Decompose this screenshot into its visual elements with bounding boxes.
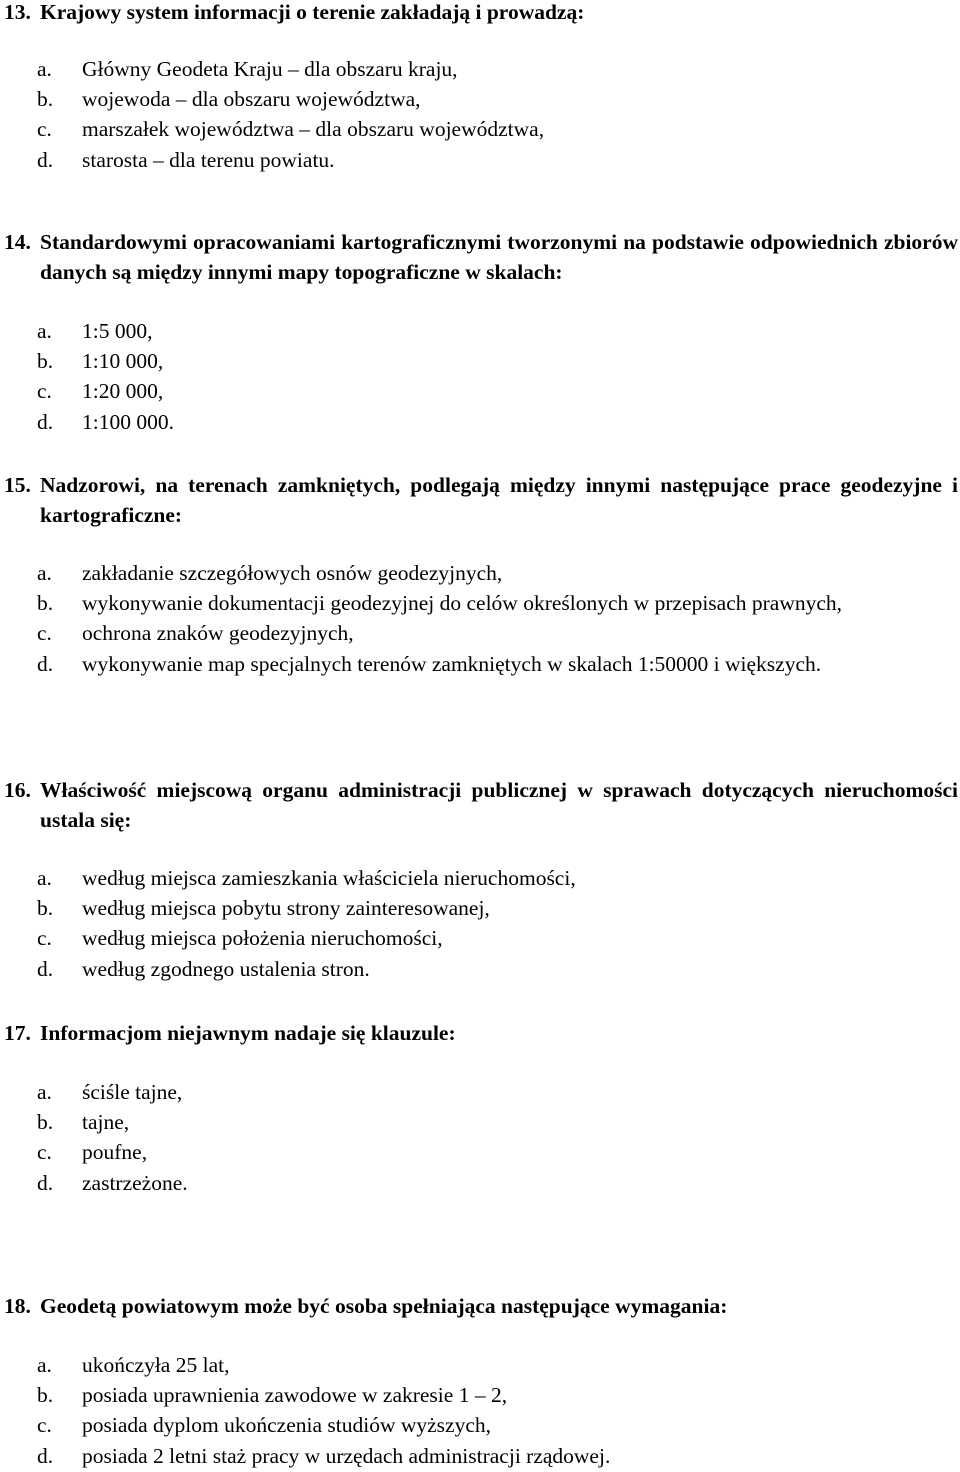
question-18 xyxy=(4,1291,960,1471)
answer-letter: a. xyxy=(37,561,52,585)
answer-text: 1:20 000, xyxy=(82,379,164,404)
answer-letter: b. xyxy=(37,1383,54,1408)
question-number: 15. xyxy=(4,473,31,497)
answer-letter: d. xyxy=(37,956,54,981)
answer-letter: d. xyxy=(37,409,54,434)
answer-option-c xyxy=(4,376,960,406)
answer-text: starosta – dla terenu powiatu. xyxy=(82,147,335,172)
question-text: Informacjom niejawnym nadaje się klauzule: xyxy=(40,1021,456,1045)
answer-option-a xyxy=(4,863,960,893)
question-number: 14. xyxy=(4,230,31,254)
answer-option-b xyxy=(4,588,960,618)
answer-letter: c. xyxy=(37,117,52,142)
answer-option-d xyxy=(4,407,960,437)
question-header xyxy=(4,1018,960,1048)
answer-text: wojewoda – dla obszaru województwa, xyxy=(82,87,421,112)
answer-option-b xyxy=(4,346,960,376)
answer-text: tajne, xyxy=(82,1110,130,1135)
answer-option-c xyxy=(4,618,960,648)
answer-list xyxy=(4,54,960,175)
answer-text: 1:10 000, xyxy=(82,349,164,374)
question-header xyxy=(4,775,960,835)
answer-option-b xyxy=(4,1107,960,1137)
answer-letter: d. xyxy=(37,1443,54,1468)
answer-option-a xyxy=(4,1077,960,1107)
answer-text: ochrona znaków geodezyjnych, xyxy=(82,621,354,646)
answer-text: wykonywanie map specjalnych terenów zamkniętych w skalach 1:50000 i większych. xyxy=(82,651,822,676)
answer-option-d xyxy=(4,1168,960,1198)
answer-option-c xyxy=(4,1410,960,1440)
answer-list xyxy=(4,1077,960,1198)
answer-list xyxy=(4,558,960,679)
answer-text: marszałek województwa – dla obszaru województwa, xyxy=(82,117,545,142)
answer-option-c xyxy=(4,923,960,953)
answer-letter: c. xyxy=(37,926,52,951)
question-text: Standardowymi opracowaniami kartograficznymi tworzonymi na podstawie odpowiednich zbiorów danych są między innymi mapy topograficzne w skalach: xyxy=(40,230,958,284)
answer-letter: c. xyxy=(37,621,52,646)
question-number: 18. xyxy=(4,1294,31,1318)
answer-option-d xyxy=(4,954,960,984)
answer-letter: c. xyxy=(37,1413,52,1438)
answer-text: poufne, xyxy=(82,1140,148,1165)
answer-letter: b. xyxy=(37,349,54,374)
answer-text: ukończyła 25 lat, xyxy=(82,1353,230,1377)
question-17 xyxy=(4,1018,960,1198)
question-15 xyxy=(4,470,960,679)
answer-text: według miejsca położenia nieruchomości, xyxy=(82,926,443,951)
answer-text: ściśle tajne, xyxy=(82,1080,183,1104)
question-text: Właściwość miejscową organu administracji publicznej w sprawach dotyczących nieruchomości ustala się: xyxy=(40,778,958,832)
answer-list xyxy=(4,863,960,984)
answer-letter: c. xyxy=(37,379,52,404)
question-text: Krajowy system informacji o terenie zakładają i prowadzą: xyxy=(40,0,585,24)
answer-option-b xyxy=(4,893,960,923)
answer-list xyxy=(4,316,960,437)
answer-text: 1:5 000, xyxy=(82,319,153,343)
answer-text: posiada dyplom ukończenia studiów wyższych, xyxy=(82,1413,492,1438)
answer-text: według miejsca pobytu strony zainteresowanej, xyxy=(82,896,490,921)
answer-letter: a. xyxy=(37,866,52,890)
answer-option-d xyxy=(4,145,960,175)
answer-option-d xyxy=(4,649,960,679)
answer-text: wykonywanie dokumentacji geodezyjnej do celów określonych w przepisach prawnych, xyxy=(82,591,843,616)
answer-option-c xyxy=(4,114,960,144)
question-16 xyxy=(4,775,960,984)
answer-letter: d. xyxy=(37,1170,54,1195)
answer-text: zakładanie szczegółowych osnów geodezyjnych, xyxy=(82,561,503,585)
question-14 xyxy=(4,227,960,437)
answer-option-d xyxy=(4,1441,960,1471)
answer-letter: a. xyxy=(37,319,52,343)
answer-letter: b. xyxy=(37,87,54,112)
answer-letter: d. xyxy=(37,147,54,172)
answer-text: posiada 2 letni staż pracy w urzędach administracji rządowej. xyxy=(82,1443,611,1468)
answer-text: według zgodnego ustalenia stron. xyxy=(82,956,370,981)
answer-letter: a. xyxy=(37,1353,52,1377)
answer-option-b xyxy=(4,1380,960,1410)
answer-letter: c. xyxy=(37,1140,52,1165)
question-text: Nadzorowi, na terenach zamkniętych, podlegają między innymi następujące prace geodezyjne i kartograficzne: xyxy=(40,473,958,527)
answer-text: Główny Geodeta Kraju – dla obszaru kraju, xyxy=(82,57,458,81)
question-header xyxy=(4,470,960,530)
answer-option-a xyxy=(4,316,960,346)
answer-list xyxy=(4,1350,960,1471)
answer-letter: b. xyxy=(37,896,54,921)
question-header xyxy=(4,227,960,287)
question-text: Geodetą powiatowym może być osoba spełniająca następujące wymagania: xyxy=(40,1294,728,1318)
answer-text: posiada uprawnienia zawodowe w zakresie 1 – 2, xyxy=(82,1383,508,1408)
answer-letter: b. xyxy=(37,591,54,616)
answer-option-a xyxy=(4,1350,960,1380)
question-header xyxy=(4,1291,960,1321)
answer-text: 1:100 000. xyxy=(82,409,174,434)
answer-letter: d. xyxy=(37,651,54,676)
answer-option-c xyxy=(4,1137,960,1167)
answer-text: według miejsca zamieszkania właściciela nieruchomości, xyxy=(82,866,576,890)
answer-option-a xyxy=(4,558,960,588)
question-number: 16. xyxy=(4,778,31,802)
answer-option-a xyxy=(4,54,960,84)
answer-option-b xyxy=(4,84,960,114)
answer-letter: a. xyxy=(37,1080,52,1104)
answer-letter: b. xyxy=(37,1110,54,1135)
answer-letter: a. xyxy=(37,57,52,81)
answer-text: zastrzeżone. xyxy=(82,1170,188,1195)
question-number: 13. xyxy=(4,0,31,24)
question-13 xyxy=(4,0,960,175)
question-header xyxy=(4,0,960,27)
question-number: 17. xyxy=(4,1021,31,1045)
